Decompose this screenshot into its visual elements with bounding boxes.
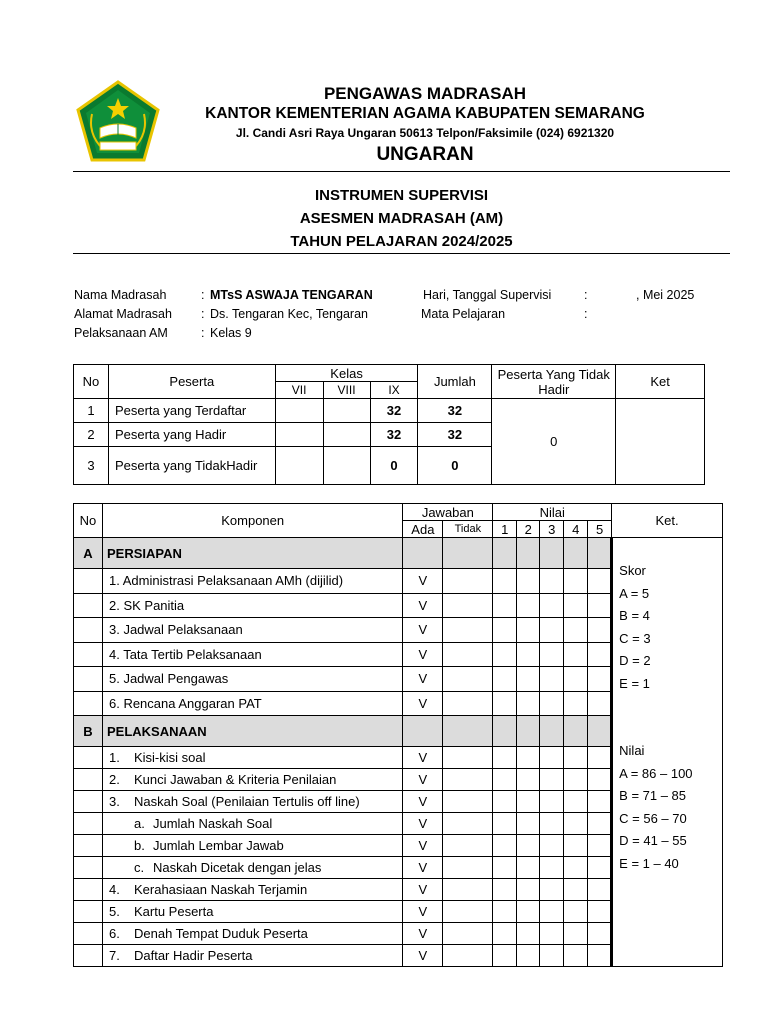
skor-e: E = 1 [619,675,650,691]
empty-cell [517,538,540,569]
th2-ada: Ada [403,521,443,538]
item-num: b. [133,838,145,853]
empty-cell [564,945,588,967]
doc-title-1: INSTRUMEN SUPERVISI [314,187,489,204]
alamat-colon: : [201,307,205,321]
empty-cell [493,618,517,643]
komponen-text: Kartu Peserta [133,904,214,919]
doc-title-2: ASESMEN MADRASAH (AM) [299,210,504,227]
empty-cell [588,618,612,643]
header-divider [73,171,730,172]
nilai-b: B = 71 – 85 [619,788,687,803]
empty-cell [74,667,103,692]
th2-komponen: Komponen [102,504,402,538]
item-num: 2. [108,772,120,787]
empty-cell [517,791,540,813]
th-jumlah: Jumlah [418,365,492,399]
empty-cell [443,747,493,769]
skor-a: A = 5 [619,585,650,601]
th-ket: Ket [616,365,705,399]
ada-value: V [403,923,443,945]
empty-cell [540,791,564,813]
th2-n2: 2 [517,521,540,538]
ada-value: V [403,857,443,879]
empty-cell [588,813,612,835]
komponen-text: 6. Rencana Anggaran PAT [102,691,402,716]
komponen-text: Kerahasiaan Naskah Terjamin [133,882,308,897]
empty-cell [443,835,493,857]
empty-cell [540,923,564,945]
header-city: UNGARAN [376,144,474,165]
empty-cell [517,667,540,692]
komponen-text: 5. Jadwal Pengawas [102,667,402,692]
section-title: PELAKSANAAN [102,716,402,747]
nama-value: MTsS ASWAJA TENGARAN [210,288,373,302]
th-kelas: Kelas [275,365,418,382]
empty-cell [540,813,564,835]
empty-cell [564,769,588,791]
empty-cell [540,747,564,769]
empty-cell [588,667,612,692]
empty-cell [443,901,493,923]
skor-c: C = 3 [619,630,651,646]
empty-cell [588,835,612,857]
item-num: 5. [108,904,120,919]
ada-value: V [403,618,443,643]
empty-cell [540,945,564,967]
row-no: 3 [74,447,109,485]
empty-cell [540,569,564,594]
empty-cell [443,769,493,791]
header-line-1: PENGAWAS MADRASAH [323,84,527,103]
empty-cell [564,538,588,569]
row-ix: 0 [370,447,418,485]
empty-cell [540,769,564,791]
hari-label: Hari, Tanggal Supervisi [423,288,552,302]
empty-cell [517,813,540,835]
empty-cell [564,879,588,901]
th-peserta: Peserta [108,365,275,399]
th2-n1: 1 [493,521,517,538]
empty-cell [564,791,588,813]
empty-cell [564,667,588,692]
th2-n3: 3 [540,521,564,538]
empty-cell [564,642,588,667]
empty-cell [493,879,517,901]
th2-n4: 4 [564,521,588,538]
nilai-title: Nilai [619,743,645,758]
row-vii [275,423,323,447]
empty-cell [74,879,103,901]
pelaksanaan-colon: : [201,326,205,340]
nilai-e: E = 1 – 40 [619,855,679,871]
title-divider [73,253,730,254]
empty-cell [493,769,517,791]
empty-cell [517,901,540,923]
header-line-2: KANTOR KEMENTERIAN AGAMA KABUPATEN SEMARANG [205,105,645,122]
peserta-table [73,364,705,485]
empty-cell [493,923,517,945]
empty-cell [588,691,612,716]
empty-cell [517,642,540,667]
ada-value: V [403,879,443,901]
item-num: c. [133,860,145,875]
empty-cell [564,691,588,716]
legend-cell [612,538,723,967]
empty-cell [540,593,564,618]
empty-cell [540,835,564,857]
ada-value: V [403,747,443,769]
empty-cell [443,716,493,747]
row-peserta: Peserta yang TidakHadir [108,447,275,485]
empty-cell [517,857,540,879]
item-num: 7. [108,948,120,963]
header-address: Jl. Candi Asri Raya Ungaran 50613 Telpon/Faksimile (024) 6921320 [235,126,615,140]
ada-value: V [403,642,443,667]
empty-cell [443,642,493,667]
empty-cell [493,569,517,594]
komponen-text: Daftar Hadir Peserta [133,948,253,963]
empty-cell [443,879,493,901]
empty-cell [74,835,103,857]
pelaksanaan-value: Kelas 9 [210,326,252,340]
empty-cell [493,538,517,569]
ada-value: V [403,593,443,618]
empty-cell [540,538,564,569]
komponen-text: Naskah Dicetak dengan jelas [152,860,322,875]
empty-cell [588,642,612,667]
ada-value: V [403,945,443,967]
skor-d: D = 2 [619,653,651,668]
empty-cell [493,791,517,813]
empty-cell [443,691,493,716]
empty-cell [540,879,564,901]
th-viii: VIII [323,382,370,399]
empty-cell [588,923,612,945]
empty-cell [493,945,517,967]
empty-cell [564,747,588,769]
empty-cell [540,667,564,692]
empty-cell [564,857,588,879]
empty-cell [493,716,517,747]
empty-cell [74,901,103,923]
ada-value: V [403,569,443,594]
kemenag-logo [74,80,162,164]
doc-title-3: TAHUN PELAJARAN 2024/2025 [290,233,513,250]
empty-cell [493,642,517,667]
empty-cell [517,593,540,618]
nama-colon: : [201,288,205,302]
mapel-colon: : [584,307,588,321]
item-num: 3. [108,794,120,809]
item-num: 4. [108,882,120,897]
empty-cell [588,769,612,791]
empty-cell [564,618,588,643]
row-ix: 32 [370,423,418,447]
komponen-text: Naskah Soal (Penilaian Tertulis off line) [133,794,360,809]
tidak-hadir-value: 0 [492,399,616,485]
empty-cell [517,691,540,716]
th-tidak-hadir: Peserta Yang Tidak Hadir [492,365,616,399]
empty-cell [493,857,517,879]
ada-value: V [403,835,443,857]
empty-cell [74,923,103,945]
empty-cell [517,945,540,967]
ada-value: V [403,667,443,692]
empty-cell [517,618,540,643]
empty-cell [74,857,103,879]
item-num: a. [133,816,145,831]
empty-cell [588,857,612,879]
mapel-label: Mata Pelajaran [421,307,506,321]
empty-cell [74,769,103,791]
alamat-label: Alamat Madrasah [74,307,172,321]
empty-cell [74,945,103,967]
hari-colon: : [584,288,588,302]
empty-cell [540,691,564,716]
empty-cell [74,642,103,667]
empty-cell [564,923,588,945]
empty-cell [540,618,564,643]
empty-cell [588,945,612,967]
ada-value: V [403,691,443,716]
empty-cell [588,747,612,769]
row-peserta: Peserta yang Terdaftar [108,399,275,423]
row-ix: 32 [370,399,418,423]
ada-value: V [403,813,443,835]
empty-cell [74,593,103,618]
ada-value: V [403,769,443,791]
komponen-text: Jumlah Lembar Jawab [152,838,284,853]
komponen-text: 1. Administrasi Pelaksanaan AMh (dijilid) [102,569,402,594]
empty-cell [517,879,540,901]
komponen-text: Kunci Jawaban & Kriteria Penilaian [133,772,337,787]
row-no: 1 [74,399,109,423]
empty-cell [540,857,564,879]
empty-cell [403,716,443,747]
empty-cell [493,667,517,692]
row-jumlah: 32 [418,423,492,447]
empty-cell [540,716,564,747]
row-no: 2 [74,423,109,447]
ket-cell [616,399,705,485]
empty-cell [443,791,493,813]
komponen-text: 2. SK Panitia [102,593,402,618]
row-vii [275,447,323,485]
empty-cell [588,716,612,747]
empty-cell [564,901,588,923]
empty-cell [517,716,540,747]
nama-label: Nama Madrasah [74,288,167,302]
th-ix: IX [370,382,418,399]
empty-cell [588,901,612,923]
th2-tidak: Tidak [443,521,493,538]
nilai-a: A = 86 – 100 [619,765,693,781]
row-viii [323,447,370,485]
th2-no: No [74,504,103,538]
empty-cell [517,569,540,594]
section-title: PERSIAPAN [102,538,402,569]
empty-cell [564,835,588,857]
th2-jawaban: Jawaban [403,504,493,521]
empty-cell [443,945,493,967]
row-vii [275,399,323,423]
empty-cell [443,667,493,692]
empty-cell [493,593,517,618]
empty-cell [493,747,517,769]
th2-nilai: Nilai [493,504,612,521]
empty-cell [564,716,588,747]
empty-cell [493,691,517,716]
section-row-a [74,538,723,569]
empty-cell [517,835,540,857]
komponen-text: Jumlah Naskah Soal [152,816,273,831]
empty-cell [540,901,564,923]
nilai-c: C = 56 – 70 [619,810,687,826]
row-viii [323,399,370,423]
komponen-text: Kisi-kisi soal [133,750,206,765]
komponen-text: 3. Jadwal Pelaksanaan [102,618,402,643]
empty-cell [443,923,493,945]
empty-cell [588,569,612,594]
empty-cell [443,618,493,643]
row-peserta: Peserta yang Hadir [108,423,275,447]
alamat-value: Ds. Tengaran Kec, Tengaran [210,307,368,321]
ada-value: V [403,791,443,813]
komponen-text: 4. Tata Tertib Pelaksanaan [102,642,402,667]
empty-cell [74,813,103,835]
empty-cell [74,569,103,594]
skor-title: Skor [619,563,646,578]
empty-cell [588,593,612,618]
empty-cell [493,835,517,857]
row-jumlah: 0 [418,447,492,485]
empty-cell [443,813,493,835]
empty-cell [74,618,103,643]
th-no: No [74,365,109,399]
empty-cell [588,538,612,569]
empty-cell [74,747,103,769]
empty-cell [74,791,103,813]
row-jumlah: 32 [418,399,492,423]
komponen-table [73,503,723,967]
komponen-text: Denah Tempat Duduk Peserta [133,926,308,941]
empty-cell [517,923,540,945]
pelaksanaan-label: Pelaksanaan AM [74,326,168,340]
skor-b: B = 4 [619,608,650,623]
empty-cell [74,691,103,716]
empty-cell [443,857,493,879]
empty-cell [517,747,540,769]
empty-cell [443,569,493,594]
item-num: 6. [108,926,120,941]
empty-cell [517,769,540,791]
th2-ket: Ket. [612,504,723,538]
section-code: A [74,538,103,569]
empty-cell [493,901,517,923]
empty-cell [588,791,612,813]
section-code: B [74,716,103,747]
empty-cell [443,593,493,618]
empty-cell [493,813,517,835]
empty-cell [564,813,588,835]
legend-spacer [619,698,722,743]
hari-value: , Mei 2025 [636,288,695,302]
table-row [74,399,705,423]
nilai-d: D = 41 – 55 [619,833,687,848]
empty-cell [443,538,493,569]
th2-n5: 5 [588,521,612,538]
empty-cell [564,569,588,594]
empty-cell [540,642,564,667]
ada-value: V [403,901,443,923]
item-num: 1. [108,750,120,765]
empty-cell [403,538,443,569]
row-viii [323,423,370,447]
empty-cell [564,593,588,618]
th-vii: VII [275,382,323,399]
empty-cell [588,879,612,901]
